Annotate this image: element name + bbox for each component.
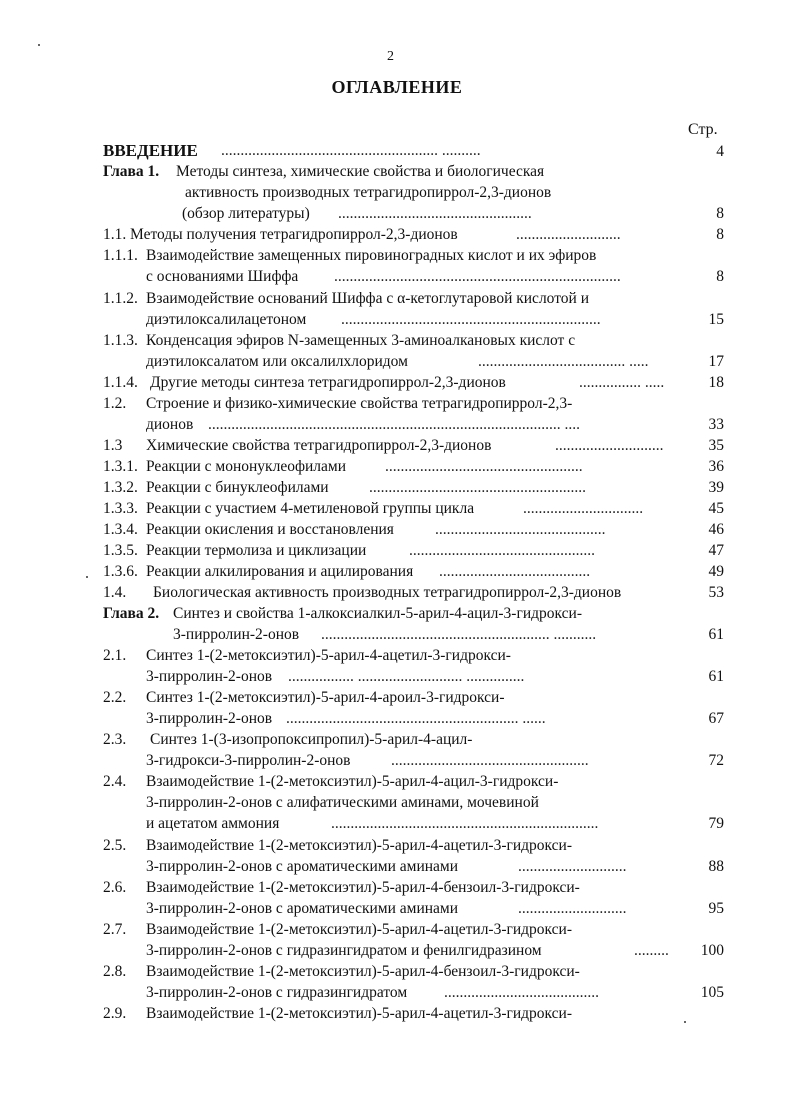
toc-leader: ................................................................... — [341, 311, 601, 328]
toc-leader: ........................................ — [444, 984, 599, 1001]
toc-text: Реакции термолиза и циклизации — [146, 542, 367, 559]
toc-number: 2.7. — [103, 921, 127, 938]
toc-text: Строение и физико-химические свойства тетрагидропиррол-2,3- — [146, 395, 573, 412]
scan-speck — [86, 576, 88, 578]
toc-leader: ............................... — [523, 500, 644, 517]
toc-text: и ацетатом аммония — [146, 815, 280, 832]
toc-page: 36 — [708, 458, 724, 475]
toc-text: Конденсация эфиров N-замещенных 3-аминоалкановых кислот с — [146, 332, 576, 349]
toc-leader: ........................................................... ........... — [321, 626, 597, 643]
toc-text: Реакции с бинуклеофилами — [146, 479, 329, 496]
toc-page: 100 — [700, 942, 724, 959]
toc-number: 2.5. — [103, 837, 127, 854]
toc-page: 61 — [708, 668, 724, 685]
toc-page: 53 — [708, 584, 724, 601]
toc-leader: ........................... — [516, 226, 621, 243]
toc-text: Взаимодействие 1-(2-метоксиэтил)-5-арил-4-бензоил-3-гидрокси- — [146, 963, 580, 980]
toc-page: 39 — [708, 479, 724, 496]
toc-number: 1.2. — [103, 395, 127, 412]
toc-page: 61 — [708, 626, 724, 643]
toc-page: 46 — [708, 521, 724, 538]
toc-page: 105 — [700, 984, 724, 1001]
page-number: 2 — [387, 49, 394, 64]
toc-number: 2.4. — [103, 773, 127, 790]
toc-text: Синтез 1-(2-метоксиэтил)-5-арил-4-ацетил-3-гидрокси- — [146, 647, 511, 664]
toc-text: (обзор литературы) — [182, 205, 310, 222]
toc-text: 3-пирролин-2-онов с алифатическими аминами, мочевиной — [146, 794, 539, 811]
toc-number: 1.1.1. — [103, 247, 138, 264]
toc-leader: ......... — [634, 942, 669, 959]
toc-page: 8 — [716, 268, 724, 285]
toc-text: Биологическая активность производных тетрагидропиррол-2,3-дионов — [153, 584, 622, 601]
toc-leader: ............................ — [555, 437, 664, 454]
toc-text: 3-пирролин-2-онов — [146, 710, 273, 727]
toc-text: 3-гидрокси-3-пирролин-2-онов — [146, 752, 351, 769]
toc-leader: .................................................. — [338, 205, 532, 222]
toc-page: 8 — [716, 205, 724, 222]
toc-page: 49 — [708, 563, 724, 580]
toc-page: 79 — [708, 815, 724, 832]
toc-page: 88 — [708, 858, 724, 875]
toc-text: Химические свойства тетрагидропиррол-2,3-дионов — [146, 437, 492, 454]
toc-page: 35 — [708, 437, 724, 454]
toc-page: 4 — [716, 143, 724, 160]
toc-text: 3-пирролин-2-онов с гидразингидратом и фенилгидразином — [146, 942, 542, 959]
toc-text: 3-пирролин-2-онов с ароматическими аминами — [146, 858, 459, 875]
toc-text: дионов — [146, 416, 194, 433]
toc-leader: ................................................... — [391, 752, 589, 769]
toc-number: 2.3. — [103, 731, 127, 748]
toc-text: с основаниями Шиффа — [146, 268, 299, 285]
toc-text: Методы синтеза, химические свойства и биологическая — [176, 163, 545, 180]
scan-speck — [684, 1021, 686, 1023]
toc-text: диэтилоксалатом или оксалилхлоридом — [146, 353, 408, 370]
toc-leader: ................................................... — [385, 458, 583, 475]
toc-text: Реакции с участием 4-метиленовой группы цикла — [146, 500, 475, 517]
toc-leader: ............................ — [518, 858, 627, 875]
toc-text: Взаимодействие замещенных пировиноградных кислот и их эфиров — [146, 247, 597, 264]
toc-number: 1.1.4. — [103, 374, 138, 391]
toc-leader: ................ ..... — [579, 374, 665, 391]
toc-page: 45 — [708, 500, 724, 517]
toc-page: 33 — [708, 416, 724, 433]
toc-text: 3-пирролин-2-онов — [173, 626, 300, 643]
toc-number: 1.3.4. — [103, 521, 138, 538]
toc-text: Синтез и свойства 1-алкоксиалкил-5-арил-4-ацил-3-гидрокси- — [173, 605, 582, 622]
toc-text: 3-пирролин-2-онов с гидразингидратом — [146, 984, 408, 1001]
toc-number: 1.3.1. — [103, 458, 138, 475]
toc-text: диэтилоксалилацетоном — [146, 311, 307, 328]
toc-text: Реакции окисления и восстановления — [146, 521, 394, 538]
toc-number: 2.8. — [103, 963, 127, 980]
toc-page: 8 — [716, 226, 724, 243]
toc-text: Взаимодействие 1-(2-метоксиэтил)-5-арил-4-ацил-3-гидрокси- — [146, 773, 559, 790]
toc-leader: ............................................................ ...... — [286, 710, 546, 727]
toc-text: Взаимодействие 1-(2-метоксиэтил)-5-арил-4-ацетил-3-гидрокси- — [146, 837, 573, 854]
toc-text: Реакции алкилирования и ацилирования — [146, 563, 414, 580]
toc-text: активность производных тетрагидропиррол-2,3-дионов — [185, 184, 552, 201]
toc-text: Реакции с мононуклеофилами — [146, 458, 347, 475]
toc-text: 3-пирролин-2-онов — [146, 668, 273, 685]
toc-leader: ........................................................ — [369, 479, 586, 496]
toc-leader: ...................................... ..... — [478, 353, 649, 370]
toc-text: Синтез 1-(3-изопропоксипропил)-5-арил-4-ацил- — [150, 731, 473, 748]
toc-text: Синтез 1-(2-метоксиэтил)-5-арил-4-ароил-3-гидрокси- — [146, 689, 505, 706]
toc-leader: ............................................ — [435, 521, 606, 538]
toc-leader: ................................................ — [409, 542, 595, 559]
toc-number: ВВЕДЕНИЕ — [103, 141, 198, 160]
toc-leader: ..................................................................... — [331, 815, 599, 832]
toc-number: Глава 2. — [103, 605, 160, 622]
toc-page: 95 — [708, 900, 724, 917]
toc-page: 72 — [708, 752, 724, 769]
page-column-label: Стр. — [688, 121, 718, 138]
toc-number: Глава 1. — [103, 163, 160, 180]
toc-number: 1.1.2. — [103, 290, 138, 307]
scan-speck — [38, 44, 40, 46]
toc-number: 1.1. — [103, 226, 127, 243]
page-title: ОГЛАВЛЕНИЕ — [331, 77, 463, 97]
toc-text: Взаимодействие оснований Шиффа с α-кетоглутаровой кислотой и — [146, 290, 590, 307]
toc-page: 17 — [708, 353, 724, 370]
toc-number: 1.3.5. — [103, 542, 138, 559]
toc-page: 47 — [708, 542, 724, 559]
toc-number: 1.3.6. — [103, 563, 138, 580]
toc-text: Взаимодействие 1-(2-метоксиэтил)-5-арил-4-ацетил-3-гидрокси- — [146, 1005, 573, 1022]
toc-text: Другие методы синтеза тетрагидропиррол-2,3-дионов — [150, 374, 506, 391]
toc-leader: ........................................................................................... .... — [208, 416, 580, 433]
toc-page: 18 — [708, 374, 724, 391]
toc-number: 1.4. — [103, 584, 127, 601]
toc-page: 15 — [708, 311, 724, 328]
toc-number: 2.1. — [103, 647, 127, 664]
toc-number: 1.3.2. — [103, 479, 138, 496]
toc-number: 1.3 — [103, 437, 123, 454]
toc-leader: ............................ — [518, 900, 627, 917]
toc-leader: ................. ........................... ............... — [288, 668, 525, 685]
toc-number: 1.3.3. — [103, 500, 138, 517]
toc-text: Взаимодействие 1-(2-метоксиэтил)-5-арил-4-ацетил-3-гидрокси- — [146, 921, 573, 938]
toc-leader: ........................................................ .......... — [221, 142, 481, 159]
toc-text: 3-пирролин-2-онов с ароматическими аминами — [146, 900, 459, 917]
toc-text: Взаимодействие 1-(2-метоксиэтил)-5-арил-4-бензоил-3-гидрокси- — [146, 879, 580, 896]
toc-number: 1.1.3. — [103, 332, 138, 349]
toc-leader: ....................................... — [439, 563, 591, 580]
toc-number: 2.6. — [103, 879, 127, 896]
toc-leader: .......................................................................... — [334, 268, 621, 285]
toc-number: 2.2. — [103, 689, 127, 706]
toc-page: 67 — [708, 710, 724, 727]
toc-number: 2.9. — [103, 1005, 127, 1022]
toc-text: Методы получения тетрагидропиррол-2,3-дионов — [130, 226, 458, 243]
